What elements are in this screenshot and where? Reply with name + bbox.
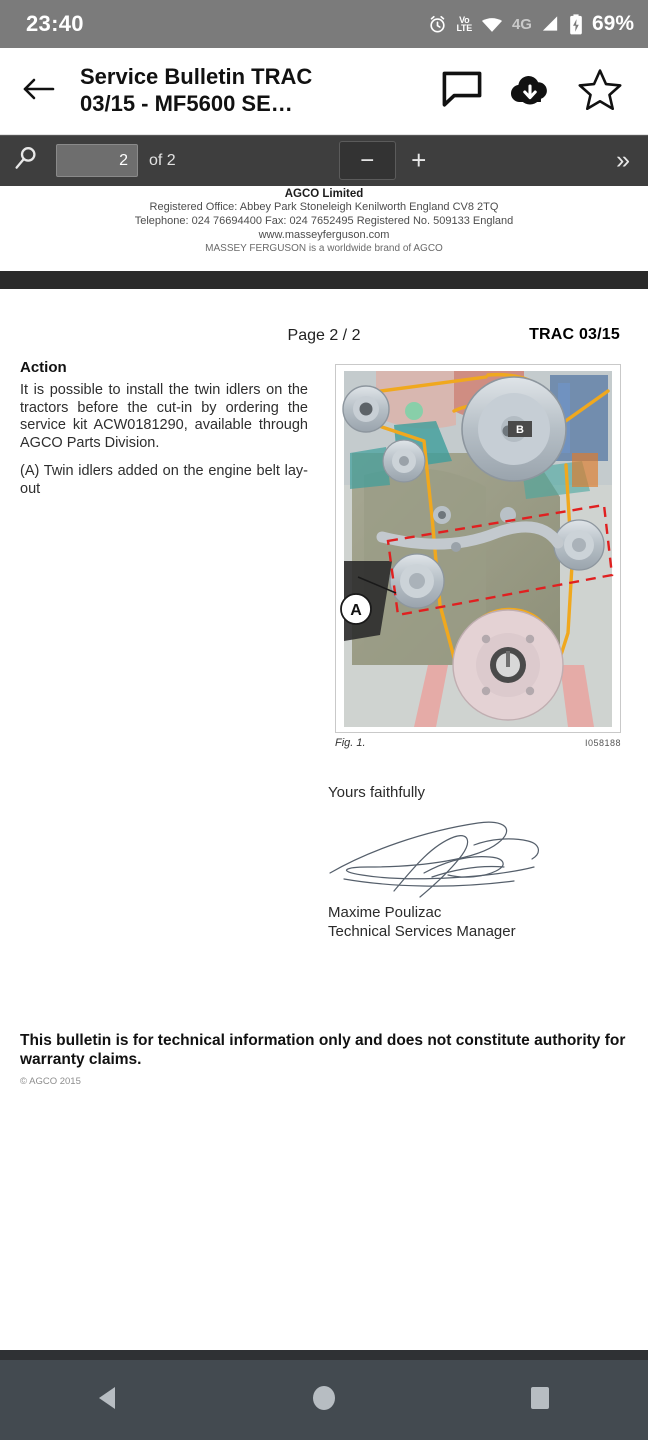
app-bar bbox=[0, 48, 648, 135]
star-outline-icon bbox=[578, 68, 622, 115]
nav-home-button[interactable] bbox=[264, 1383, 384, 1418]
volte-icon bbox=[457, 16, 472, 32]
signer-name: Maxime Poulizac bbox=[328, 904, 442, 921]
previous-page-footer bbox=[0, 186, 648, 271]
section-heading-action: Action bbox=[20, 359, 67, 376]
figure-callout-a bbox=[338, 591, 374, 627]
footer-brand-note: MASSEY FERGUSON is a worldwide brand of AGCO bbox=[205, 243, 443, 254]
figure-caption bbox=[335, 737, 621, 749]
zoom-controls bbox=[339, 141, 442, 180]
network-4g-label: 4G bbox=[511, 15, 532, 33]
signature-image bbox=[328, 811, 628, 903]
more-options-button[interactable]: » bbox=[616, 146, 630, 174]
copyright-text: © AGCO 2015 bbox=[20, 1076, 81, 1087]
closing-block bbox=[328, 784, 628, 941]
search-icon bbox=[13, 145, 39, 176]
android-nav-bar bbox=[0, 1360, 648, 1440]
search-button[interactable] bbox=[0, 145, 52, 176]
arrow-left-icon bbox=[21, 76, 55, 107]
app-bar-actions bbox=[442, 68, 622, 115]
volte-label-bottom: LTE bbox=[456, 23, 472, 33]
salutation-text: Yours faithfully bbox=[328, 784, 426, 801]
pdf-toolbar bbox=[0, 135, 648, 186]
volte-label-top: Vo bbox=[459, 15, 470, 25]
zoom-in-button[interactable]: + bbox=[411, 145, 427, 175]
figure-caption-label: Fig. 1. bbox=[335, 737, 366, 749]
svg-text:B: B bbox=[516, 424, 524, 436]
document-page-header bbox=[0, 313, 648, 359]
status-bar-clock: 23:40 bbox=[26, 11, 84, 36]
disclaimer-block bbox=[20, 1031, 628, 1087]
cloud-download-icon bbox=[508, 71, 552, 112]
figure-callout-b bbox=[508, 421, 532, 437]
figure-block bbox=[335, 364, 621, 749]
svg-text:A: A bbox=[350, 602, 362, 619]
comment-icon bbox=[442, 71, 482, 112]
text-column bbox=[20, 359, 308, 509]
comment-button[interactable] bbox=[442, 71, 482, 112]
battery-percent-label: 69% bbox=[591, 12, 634, 35]
figure-image bbox=[335, 364, 621, 733]
signal-icon bbox=[541, 15, 560, 33]
status-bar-icons bbox=[427, 12, 634, 36]
footer-contact-line: Telephone: 024 76694400 Fax: 024 7652495 Registered No. 509133 England bbox=[134, 215, 514, 227]
engine-belt-layout-illustration bbox=[336, 365, 620, 732]
nav-home-circle-icon bbox=[309, 1383, 339, 1418]
paragraph-callout-a: (A) Twin idlers added on the engine belt lay-out bbox=[20, 463, 308, 497]
footer-address-line: Registered Office: Abbey Park Stoneleigh Kenilworth England CV8 2TQ bbox=[149, 201, 499, 213]
nav-recents-button[interactable] bbox=[480, 1383, 600, 1418]
document-page-label: Page 2 / 2 bbox=[287, 327, 361, 344]
nav-bar-edge bbox=[0, 1350, 648, 1360]
nav-back-triangle-icon bbox=[93, 1383, 123, 1418]
pdf-page-2[interactable] bbox=[0, 289, 648, 1087]
document-code-label: TRAC 03/15 bbox=[529, 326, 620, 343]
status-bar bbox=[0, 0, 648, 48]
page-number-input[interactable]: 2 bbox=[56, 144, 138, 177]
figure-reference-id: I058188 bbox=[584, 738, 621, 748]
disclaimer-text: This bulletin is for technical information only and does not constitute authority for warranty claims. bbox=[20, 1032, 626, 1068]
battery-icon bbox=[569, 14, 583, 35]
zoom-out-button[interactable]: − bbox=[339, 141, 396, 180]
paragraph-action-body: It is possible to install the twin idlers on the tractors before the cut-in by ordering the service kit ACW0181290, available through AGCO Parts Division. bbox=[20, 382, 308, 451]
favorite-button[interactable] bbox=[578, 68, 622, 115]
page-title: Service Bulletin TRAC 03/15 - MF5600 SE… bbox=[80, 64, 313, 116]
back-button[interactable] bbox=[0, 76, 76, 107]
footer-website: www.masseyferguson.com bbox=[258, 229, 390, 241]
footer-company-name: AGCO Limited bbox=[284, 188, 364, 200]
page-total-label: of 2 bbox=[149, 151, 176, 169]
signer-title: Technical Services Manager bbox=[328, 923, 516, 940]
alarm-icon bbox=[427, 14, 448, 35]
nav-back-button[interactable] bbox=[48, 1383, 168, 1418]
wifi-icon bbox=[481, 16, 503, 33]
nav-recents-square-icon bbox=[525, 1383, 555, 1418]
page-separator bbox=[0, 271, 648, 289]
download-button[interactable] bbox=[508, 71, 552, 112]
